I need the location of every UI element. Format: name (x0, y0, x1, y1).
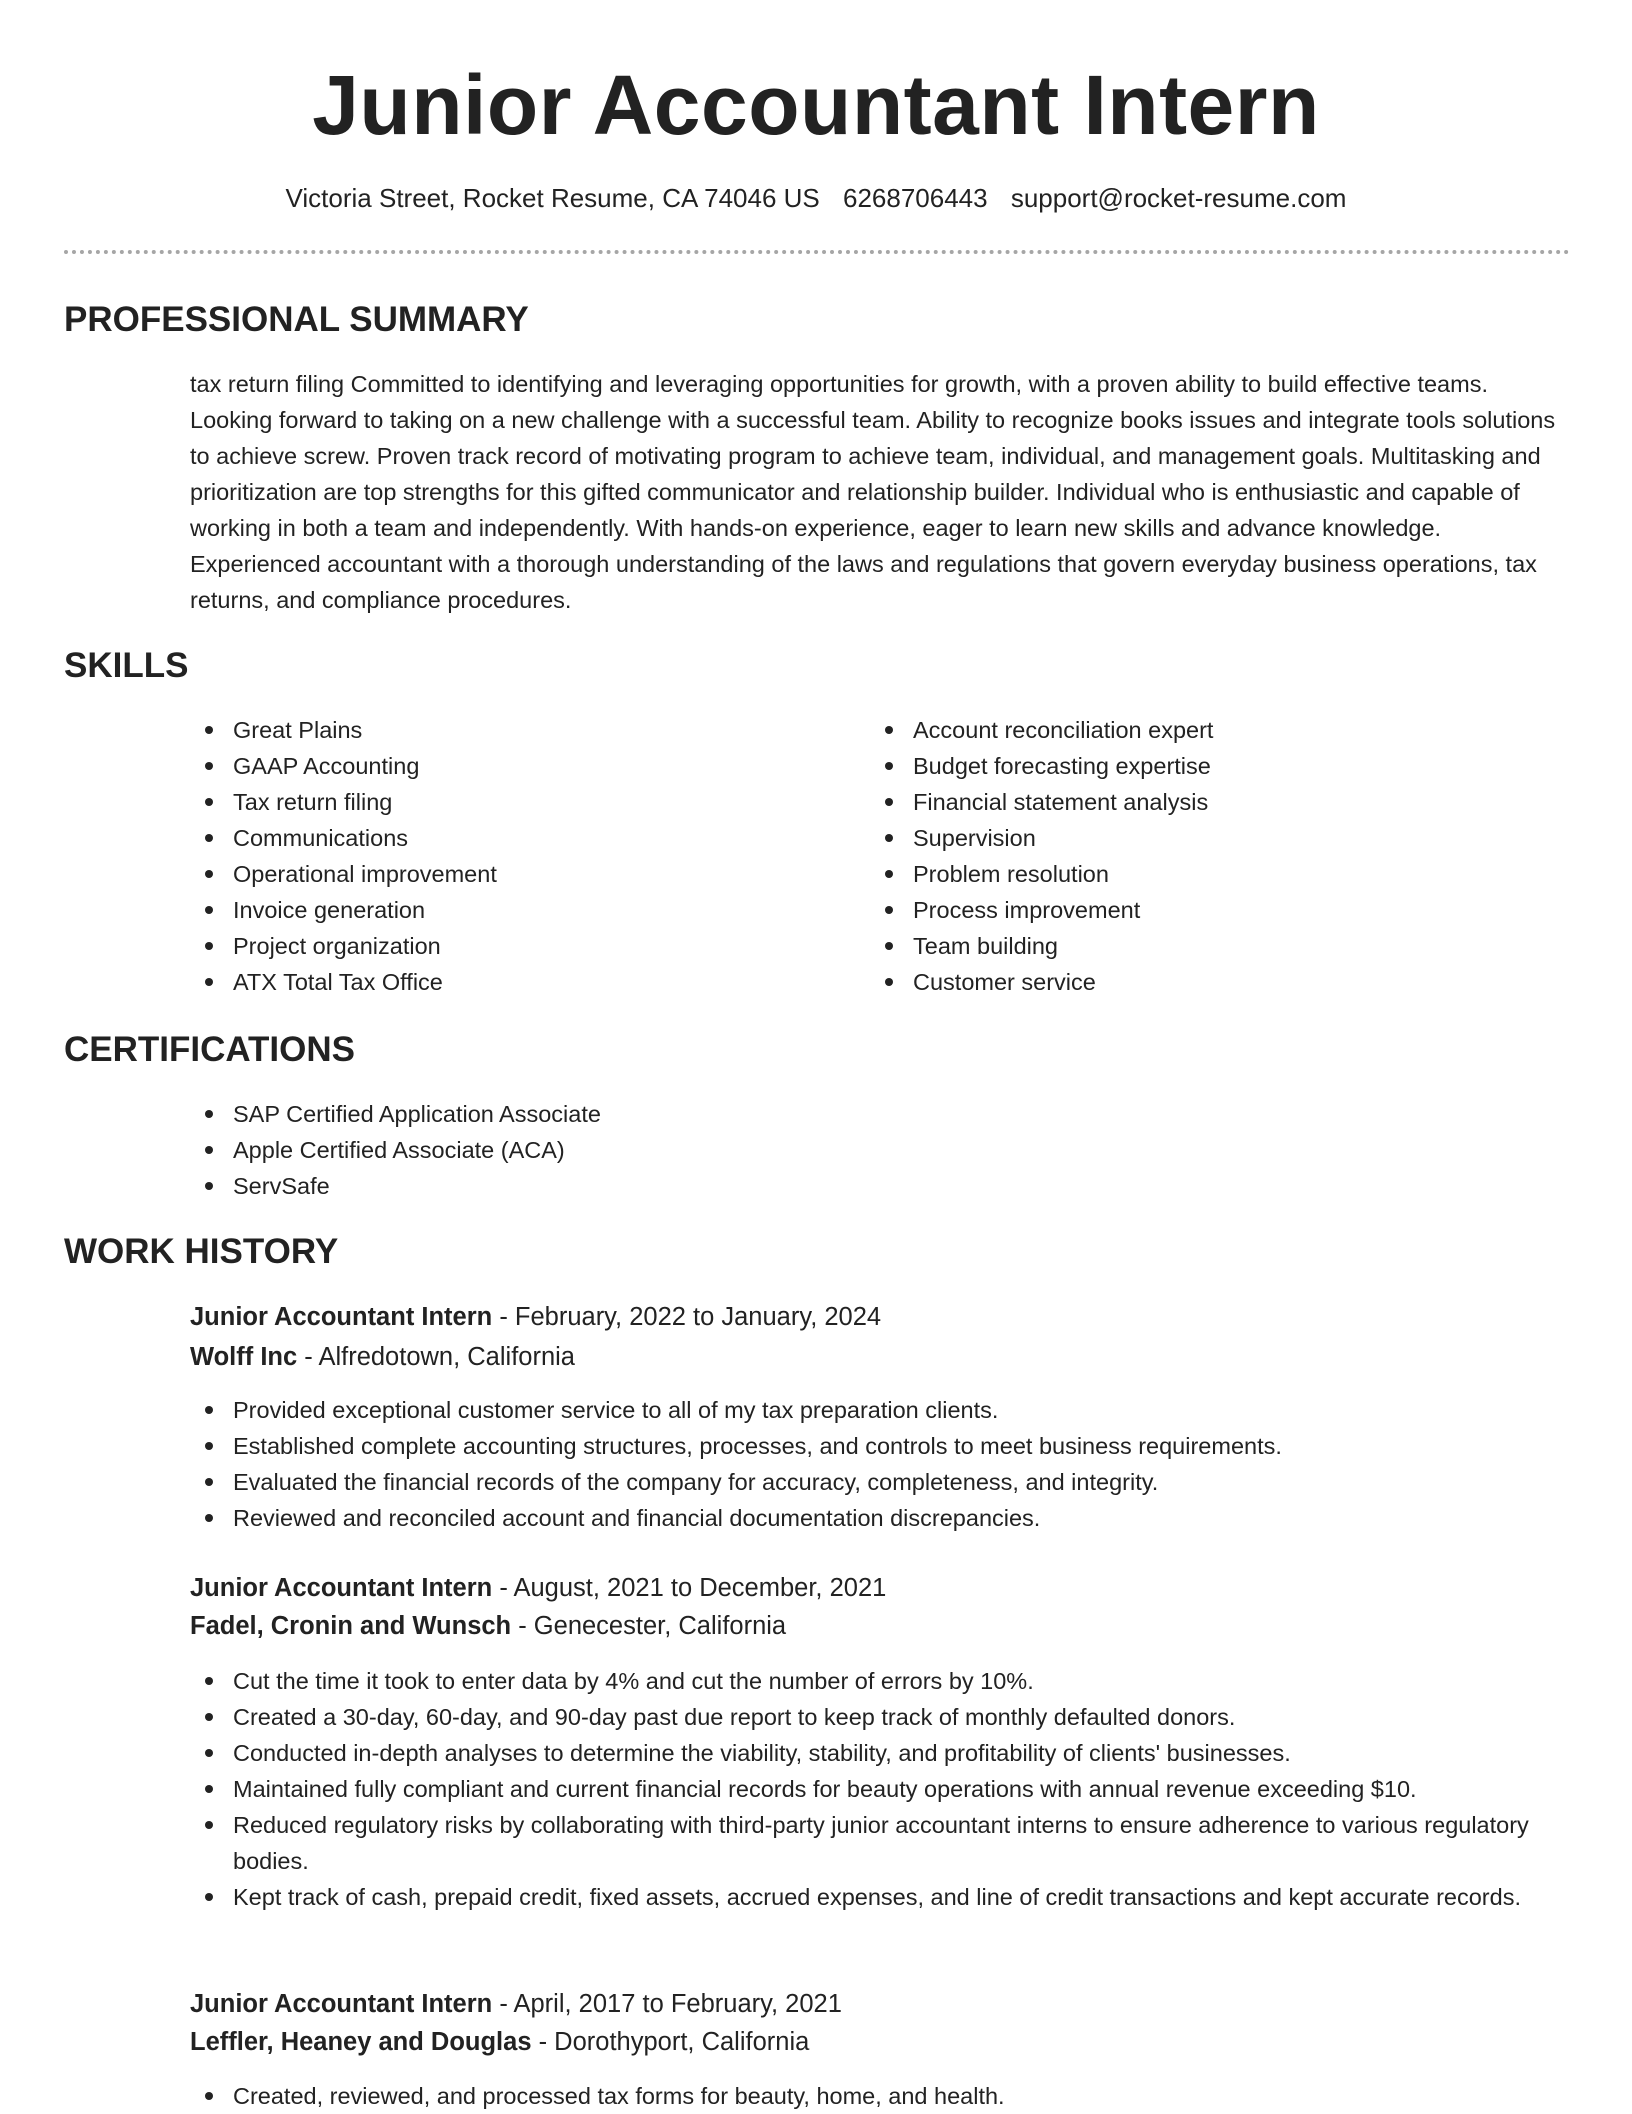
list-item: Account reconciliation expert (870, 712, 1560, 748)
job-role: Junior Accountant Intern (190, 1990, 493, 2018)
job-company: Wolff Inc (190, 1343, 298, 1371)
list-item: Operational improvement (190, 856, 850, 892)
job-dates: - February, 2022 to January, 2024 (492, 1303, 882, 1331)
list-item: Kept track of cash, prepaid credit, fixed assets, accrued expenses, and line of credit transactions and kept accurate records. (190, 1879, 1530, 1915)
list-item: SAP Certified Application Associate (190, 1096, 1570, 1132)
list-item: Process improvement (870, 892, 1560, 928)
section-title-certifications: CERTIFICATIONS (64, 1030, 356, 1069)
job-company-line (190, 1607, 786, 1645)
section-title-work-history: WORK HISTORY (64, 1232, 339, 1271)
job-role: Junior Accountant Intern (190, 1303, 493, 1331)
list-item: Supervision (870, 820, 1560, 856)
job-bullets (190, 2078, 1570, 2114)
phone: 6268706443 (842, 183, 988, 213)
list-item: Problem resolution (870, 856, 1560, 892)
list-item: Budget forecasting expertise (870, 748, 1560, 784)
list-item: Cut the time it took to enter data by 4% and cut the number of errors by 10%. (190, 1663, 1530, 1699)
section-title-summary: PROFESSIONAL SUMMARY (64, 300, 529, 339)
list-item: Customer service (870, 964, 1560, 1000)
section-title-skills: SKILLS (64, 646, 189, 685)
list-item: ATX Total Tax Office (190, 964, 850, 1000)
list-item: Reviewed and reconciled account and financial documentation discrepancies. (190, 1500, 1580, 1536)
job-company: Leffler, Heaney and Douglas (190, 2028, 532, 2056)
list-item: Invoice generation (190, 892, 850, 928)
list-item: Project organization (190, 928, 850, 964)
job-title-line (190, 1985, 842, 2023)
job-dates: - April, 2017 to February, 2021 (492, 1990, 842, 2018)
list-item: Financial statement analysis (870, 784, 1560, 820)
list-item: Evaluated the financial records of the company for accuracy, completeness, and integrity. (190, 1464, 1580, 1500)
skills-list-left (190, 712, 850, 1000)
job-location: - Dorothyport, California (531, 2028, 810, 2056)
list-item: ServSafe (190, 1168, 1570, 1204)
list-item: GAAP Accounting (190, 748, 850, 784)
job-title-line (190, 1569, 886, 1607)
job-bullets (190, 1392, 1580, 1536)
list-item: Apple Certified Associate (ACA) (190, 1132, 1570, 1168)
list-item: Communications (190, 820, 850, 856)
job-company-line (190, 1338, 575, 1376)
job-bullets (190, 1663, 1530, 1915)
list-item: Reduced regulatory risks by collaborating with third-party junior accountant interns to ensure adherence to various regulatory bodies. (190, 1807, 1530, 1879)
contact-line (0, 176, 1632, 220)
list-item: Created, reviewed, and processed tax forms for beauty, home, and health. (190, 2078, 1570, 2114)
skills-list-right (870, 712, 1560, 1000)
list-item: Great Plains (190, 712, 850, 748)
certifications-list (190, 1096, 1570, 1204)
list-item: Team building (870, 928, 1560, 964)
candidate-name: Junior Accountant Intern (312, 58, 1320, 152)
job-company: Fadel, Cronin and Wunsch (190, 1612, 512, 1640)
job-title-line (190, 1298, 881, 1336)
list-item: Provided exceptional customer service to all of my tax preparation clients. (190, 1392, 1580, 1428)
email: support@rocket-resume.com (1010, 183, 1347, 213)
job-company-line (190, 2023, 809, 2061)
header-divider (64, 250, 1570, 254)
list-item: Maintained fully compliant and current financial records for beauty operations with annual revenue exceeding $10. (190, 1771, 1530, 1807)
job-location: - Alfredotown, California (297, 1343, 575, 1371)
list-item: Created a 30-day, 60-day, and 90-day past due report to keep track of monthly defaulted donors. (190, 1699, 1530, 1735)
address: Victoria Street, Rocket Resume, CA 74046 US (285, 183, 820, 213)
job-location: - Genecester, California (511, 1612, 787, 1640)
list-item: Established complete accounting structures, processes, and controls to meet business requirements. (190, 1428, 1580, 1464)
job-role: Junior Accountant Intern (190, 1574, 493, 1602)
summary-text: tax return filing Committed to identifying and leveraging opportunities for growth, with a proven ability to build effective teams. Looking forward to taking on a new challenge with a successful team. Ability to recognize books issues and integrate tools solutions to achieve screw. Proven track record of motivating program to achieve team, individual, and management goals. Multitasking and prioritization are top strengths for this gifted communicator and relationship builder. Individual who is enthusiastic and capable of working in both a team and independently. With hands-on experience, eager to learn new skills and advance knowledge. Experienced accountant with a thorough understanding of the laws and regulations that govern everyday business operations, tax returns, and compliance procedures. (190, 371, 1556, 613)
list-item: Conducted in-depth analyses to determine the viability, stability, and profitability of clients' businesses. (190, 1735, 1530, 1771)
list-item: Tax return filing (190, 784, 850, 820)
job-dates: - August, 2021 to December, 2021 (492, 1574, 887, 1602)
